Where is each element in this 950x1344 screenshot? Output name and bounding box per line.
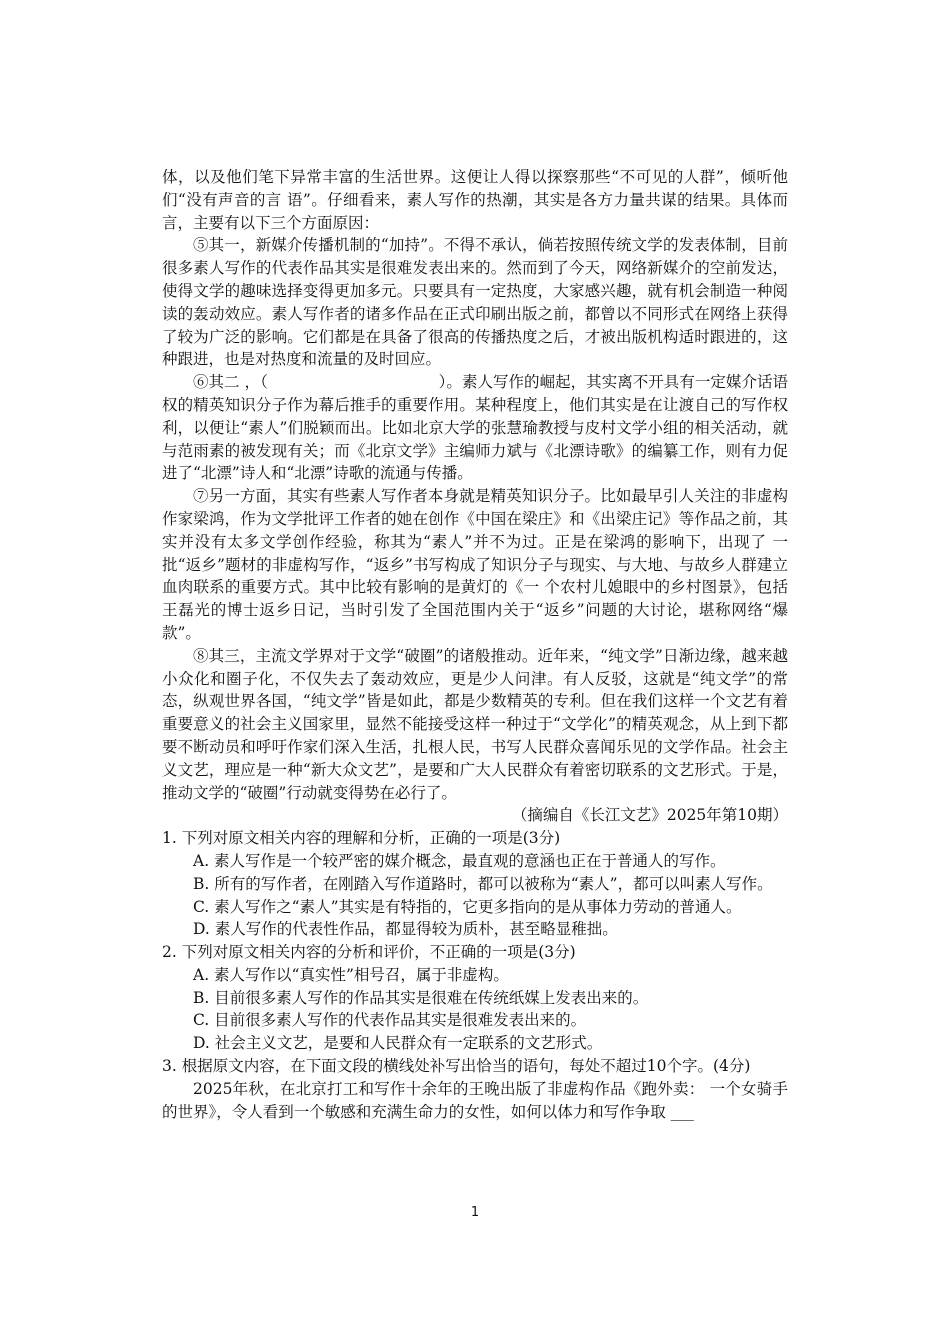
question-3-stem: 3. 根据原文内容，在下面文段的横线处补写出恰当的语句，每处不超过10个字。(4分) [162,1057,751,1076]
article-paragraph-5: ⑤其一，新媒介传播机制的“加持”。不得不承认，倘若按照传统文学的发表体制，目前很多素人写作的代表作品其实是很难发表出来的。然而到了今天，网络新媒介的空前发达，使得文学的趣味选择变得更加多元。只要具有一定热度，大家感兴趣，就有机会制造一种阅读的轰动效应。素人写作者的诸多作品在正式印刷出版之前，都曾以不同形式在网络上获得了较为广泛的影响。它们都是在具备了很高的传播热度之后，才被出版机构适时跟进的，这种跟进，也是对热度和流量的及时回应。 [162,236,788,369]
question-1-option-a: A. 素人写作是一个较严密的媒介概念，最直观的意涵也正在于普通人的写作。 [193,851,726,870]
question-2-option-b: B. 目前很多素人写作的作品其实是很难在传统纸媒上发表出来的。 [193,988,649,1007]
question-3-text: 2025年秋，在北京打工和写作十余年的王晚出版了非虚构作品《跑外卖： 一个女骑手的世界》，令人看到一个敏感和充满生命力的女性，如何以体力和写作争取 ___ [162,1079,788,1121]
question-1-option-c: C. 素人写作之“素人”其实是有特指的，它更多指向的是从事体力劳动的普通人。 [193,897,742,916]
article-paragraph-7: ⑦另一方面，其实有些素人写作者本身就是精英知识分子。比如最早引人关注的非虚构作家梁鸿，作为文学批评工作者的她在创作《中国在梁庄》和《出梁庄记》等作品之前，其实并没有太多文学创作经验，称其为“素人”并不为过。正是在梁鸿的影响下，出现了 一批“返乡”题材的非虚构写作，“返乡”书写构成了知识分子与现实、与大地、与故乡人群建立血肉联系的重要方式。其中比较有影响的是黄灯的《一 个农村儿媳眼中的乡村图景》，包括王磊光的博士返乡日记，当时引发了全国范围内关于“返乡”问题的大讨论，堪称网络“爆款”。 [162,487,788,642]
question-2-stem: 2. 下列对原文相关内容的分析和评价，不正确的一项是(3分) [162,943,576,962]
question-2-option-a: A. 素人写作以“真实性”相号召，属于非虚构。 [193,965,509,984]
document-body [162,166,788,1123]
article-source: （摘编自《长江文艺》2025年第10期） [511,806,788,825]
question-1-stem: 1. 下列对原文相关内容的理解和分析，正确的一项是(3分) [162,829,561,848]
question-2-option-d: D. 社会主义文艺，是要和人民群众有一定联系的文艺形式。 [193,1034,603,1053]
page-number: 1 [470,1205,480,1220]
question-1-option-b: B. 所有的写作者，在刚踏入写作道路时，都可以被称为“素人”，都可以叫素人写作。 [193,874,773,893]
question-1-option-d: D. 素人写作的代表性作品，都显得较为质朴，甚至略显稚拙。 [193,920,618,939]
article-paragraph-6: ⑥其二 ，（ ）。素人写作的崛起，其实离不开具有一定媒介话语 权的精英知识分子作为幕后推手的重要作用。某种程度上，他们其实是在让渡自己的写作权利，以便让“素人”们脱颖而出。比如北京大学的张慧瑜教授与皮村文学小组的相关活动，就与范雨素的被发现有关；而《北京文学》主编师力斌与《北漂诗歌》的编纂工作，则有力促进了“北漂”诗人和“北漂”诗歌的流通与传播。 [162,373,788,483]
article-paragraph-intro: 体，以及他们笔下异常丰富的生活世界。这便让人得以探察那些“不可见的人群”，倾听他们“没有声音的言 语”。仔细看来，素人写作的热潮，其实是各方力量共谋的结果。具体而言，主要有以下三个方面原因： [162,168,788,232]
question-2-option-c: C. 目前很多素人写作的代表作品其实是很难发表出来的。 [193,1011,587,1030]
article-paragraph-8: ⑧其三，主流文学界对于文学“破圈”的诸般推动。近年来，“纯文学”日渐边缘，越来越小众化和圈子化，不仅失去了轰动效应，更是少人问津。有人反驳，这就是“纯文学”的常态，纵观世界各国，“纯文学”皆是如此，都是少数精英的专利。但在我们这样一个文艺有着重要意义的社会主义国家里，显然不能接受这样一种过于“文学化”的精英观念，从上到下都要不断动员和呼吁作家们深入生活，扎根人民，书写人民群众喜闻乐见的文学作品。社会主义文艺，理应是一种“新大众文艺”，是要和广大人民群众有着密切联系的文艺形式。于是，推动文学的“破圈”行动就变得势在必行了。 [162,646,788,802]
